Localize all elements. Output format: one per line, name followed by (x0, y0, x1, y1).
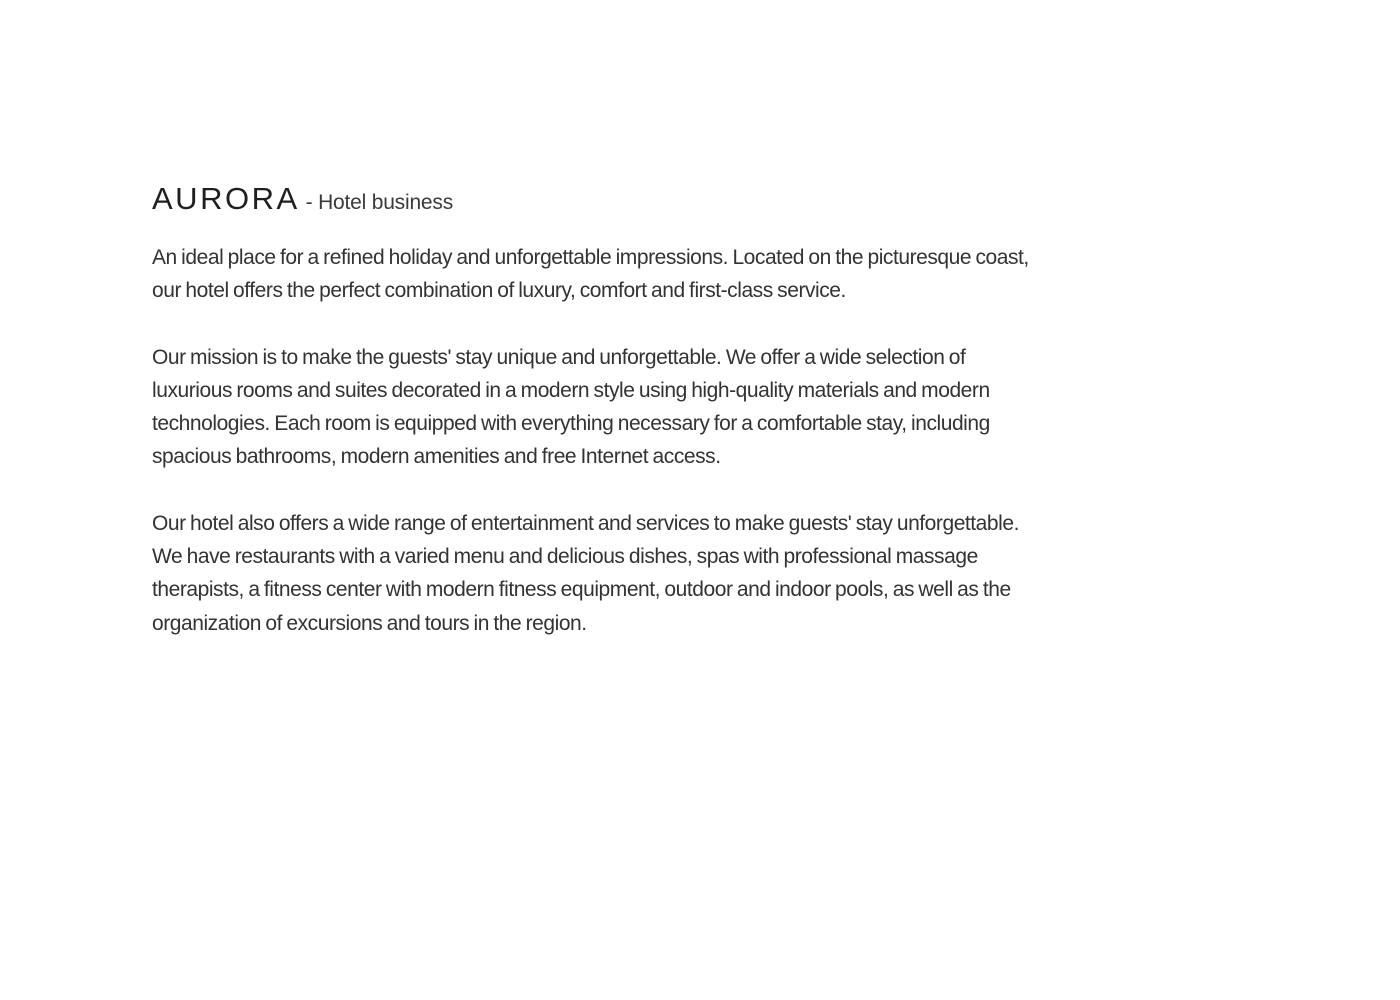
paragraph-services: Our hotel also offers a wide range of entertainment and services to make guests' stay unforgettable. We have restaurants with a varied menu and delicious dishes, spas with professional massage therapists, a fitness center with modern fitness equipment, outdoor and indoor pools, as well as the organization of excursions and tours in the region. (152, 511, 1019, 635)
paragraph-mission: Our mission is to make the guests' stay unique and unforgettable. We offer a wide selection of luxurious rooms and suites decorated in a modern style using high-quality materials and modern technologies. Each room is equipped with everything necessary for a comfortable stay, including spacious bathrooms, modern amenities and free Internet access. (152, 345, 990, 469)
title-suffix: - Hotel business (305, 191, 454, 214)
paragraph-intro: An ideal place for a refined holiday and unforgettable impressions. Located on the picturesque coast, our hotel offers the perfect combination of luxury, comfort and first-class service. (152, 246, 1029, 303)
page-title (152, 180, 1032, 217)
brand-wordmark: AURORA (152, 181, 300, 216)
document-content (152, 180, 1032, 673)
body-text (152, 241, 1032, 640)
